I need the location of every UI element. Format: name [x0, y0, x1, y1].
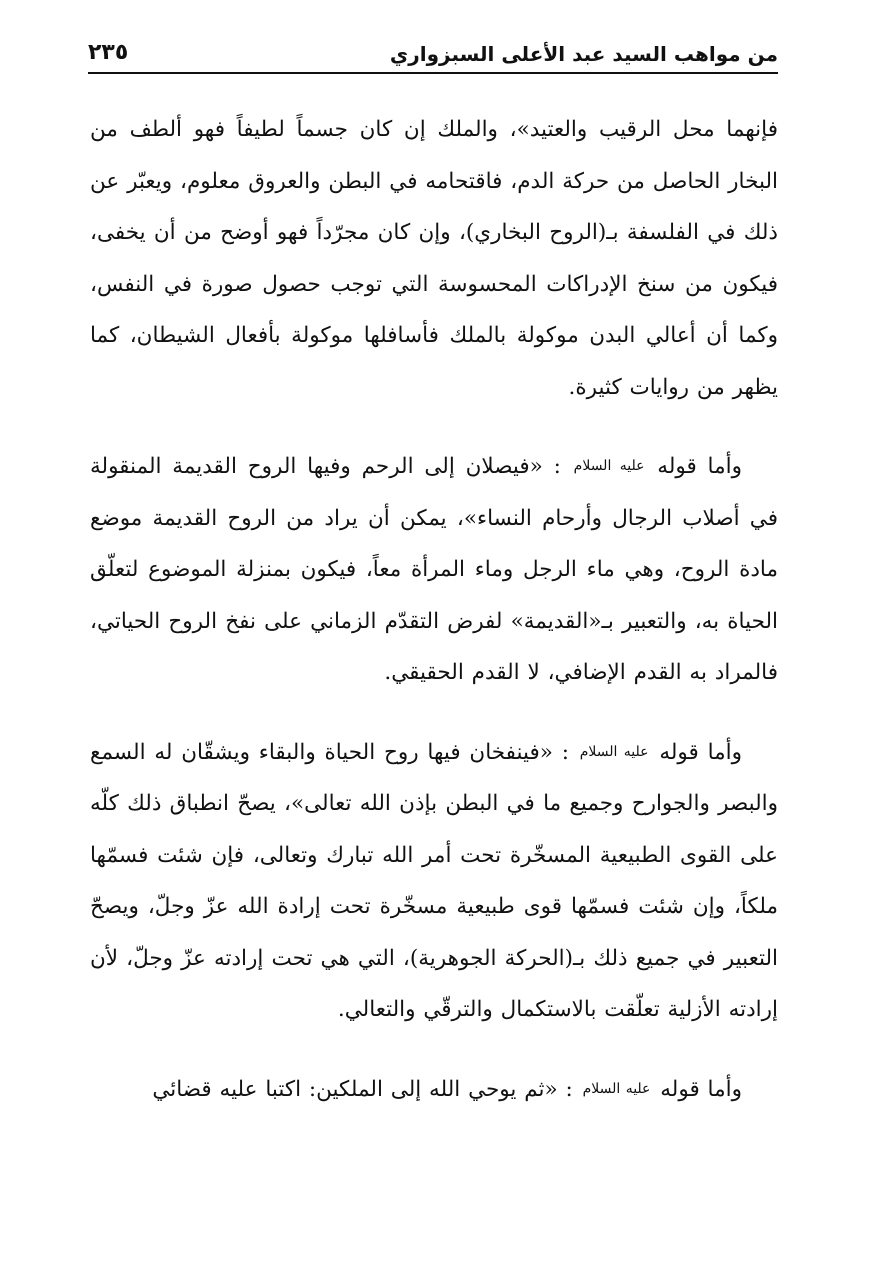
- paragraph-rest: : «فينفخان فيها روح الحياة والبقاء ويشقّان له السمع والبصر والجوارح وجميع ما في البطن بإذن الله تعالى»، يصحّ انطباق ذلك كلّه على القوى الطبيعية المسخّرة تحت أمر الله تبارك وتعالى، فإن شئت فسمّها ملكاً، وإن شئت فسمّها قوى طبيعية مسخّرة تحت إرادة الله عزّ وجلّ، ويصحّ التعبير في جميع ذلك بـ(الحركة الجوهرية)، التي هي تحت إرادته عزّ وجلّ، لأن إرادته الأزلية تعلّقت بالاستكمال والترقّي والتعالي.: [90, 739, 778, 1022]
- paragraph-2: [90, 441, 778, 699]
- honorific-mark: عليه السلام: [573, 458, 645, 474]
- page-header: [88, 28, 778, 74]
- paragraph-4: [90, 1064, 778, 1116]
- paragraph-rest: : «ثم يوحي الله إلى الملكين: اكتبا عليه قضائي: [152, 1076, 573, 1102]
- paragraph-lead: وأما قوله: [660, 1076, 742, 1102]
- running-title: من مواهب السيد عبد الأعلى السبزواري: [389, 42, 778, 66]
- paragraph-lead: وأما قوله: [659, 739, 742, 765]
- paragraph-rest: : «فيصلان إلى الرحم وفيها الروح القديمة المنقولة في أصلاب الرجال وأرحام النساء»، يمكن أن يراد من الروح القديمة موضع مادة الروح، وهي ماء الرجل وماء المرأة معاً، فيكون بمنزلة الموضوع لتعلّق الحياة به، والتعبير بـ«القديمة» لفرض التقدّم الزماني على نفخ الروح الحياتي، فالمراد به القدم الإضافي، لا القدم الحقيقي.: [90, 454, 778, 685]
- honorific-mark: عليه السلام: [579, 743, 649, 760]
- page-number: ٢٣٥: [88, 40, 129, 65]
- paragraph-lead: وأما قوله: [657, 454, 742, 479]
- paragraph-3: [90, 727, 778, 1036]
- honorific-mark: عليه السلام: [582, 1080, 651, 1097]
- body-text: [90, 104, 778, 1143]
- paragraph-1: فإنهما محل الرقيب والعتيد»، والملك إن كان جسماً لطيفاً فهو ألطف من البخار الحاصل من حركة الدم، فاقتحامه في البطن والعروق معلوم، ويعبّر عن ذلك في الفلسفة بـ(الروح البخاري)، وإن كان مجرّداً فهو أوضح من أن يخفى، فيكون من سنخ الإدراكات المحسوسة التي توجب حصول صورة في النفس، وكما أن أعالي البدن موكولة بالملك فأسافلها موكولة بأفعال الشيطان، كما يظهر من روايات كثيرة.: [90, 117, 778, 400]
